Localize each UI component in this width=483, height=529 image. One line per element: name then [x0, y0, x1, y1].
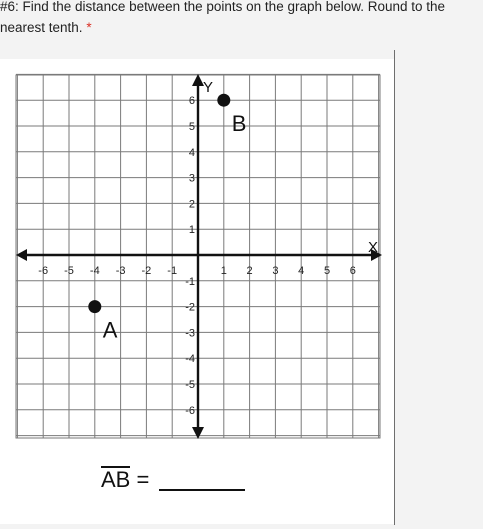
y-tick-label: 1	[188, 224, 195, 237]
question-prompt: #6: Find the distance between the points on the graph below. Round to the nearest tenth.	[0, 0, 446, 35]
point-a	[88, 300, 101, 313]
point-b	[217, 94, 230, 107]
segment-label: AB	[101, 467, 131, 492]
x-tick-label: 3	[272, 265, 279, 277]
y-tick-label: -1	[185, 275, 195, 288]
y-tick-label: 4	[188, 146, 195, 159]
x-tick-label: -6	[38, 265, 49, 277]
x-tick-label: -3	[115, 265, 126, 277]
y-tick-label: -2	[185, 301, 195, 314]
y-tick-label: -6	[185, 404, 195, 417]
x-tick-label: 6	[349, 265, 356, 277]
x-tick-label: 1	[220, 265, 227, 277]
y-tick-label: -5	[185, 379, 195, 391]
y-tick-label: 3	[188, 172, 195, 185]
x-tick-label: 5	[323, 265, 331, 277]
required-marker: *	[86, 20, 92, 35]
answer-blank	[159, 469, 245, 491]
x-tick-label: -2	[141, 265, 152, 277]
x-tick-label: -5	[64, 265, 74, 277]
point-label-b: B	[231, 111, 247, 137]
x-tick-label: 4	[298, 265, 305, 277]
y-tick-label: 2	[188, 198, 195, 211]
x-tick-label: -1	[167, 265, 178, 277]
x-tick-label: -4	[89, 265, 100, 277]
equals-sign: =	[136, 467, 150, 492]
y-tick-label: 6	[188, 95, 195, 108]
points	[88, 94, 246, 343]
y-tick-label: -3	[185, 327, 195, 340]
y-tick-label: -4	[185, 353, 195, 366]
y-tick-label: 5	[188, 121, 195, 133]
y-axis-label: Y	[203, 79, 214, 96]
point-label-a: A	[102, 317, 118, 343]
answer-line	[101, 466, 245, 493]
x-axis-label: X	[368, 239, 379, 256]
x-tick-label: 2	[246, 265, 253, 277]
y-axis-arrow-down	[192, 427, 204, 439]
